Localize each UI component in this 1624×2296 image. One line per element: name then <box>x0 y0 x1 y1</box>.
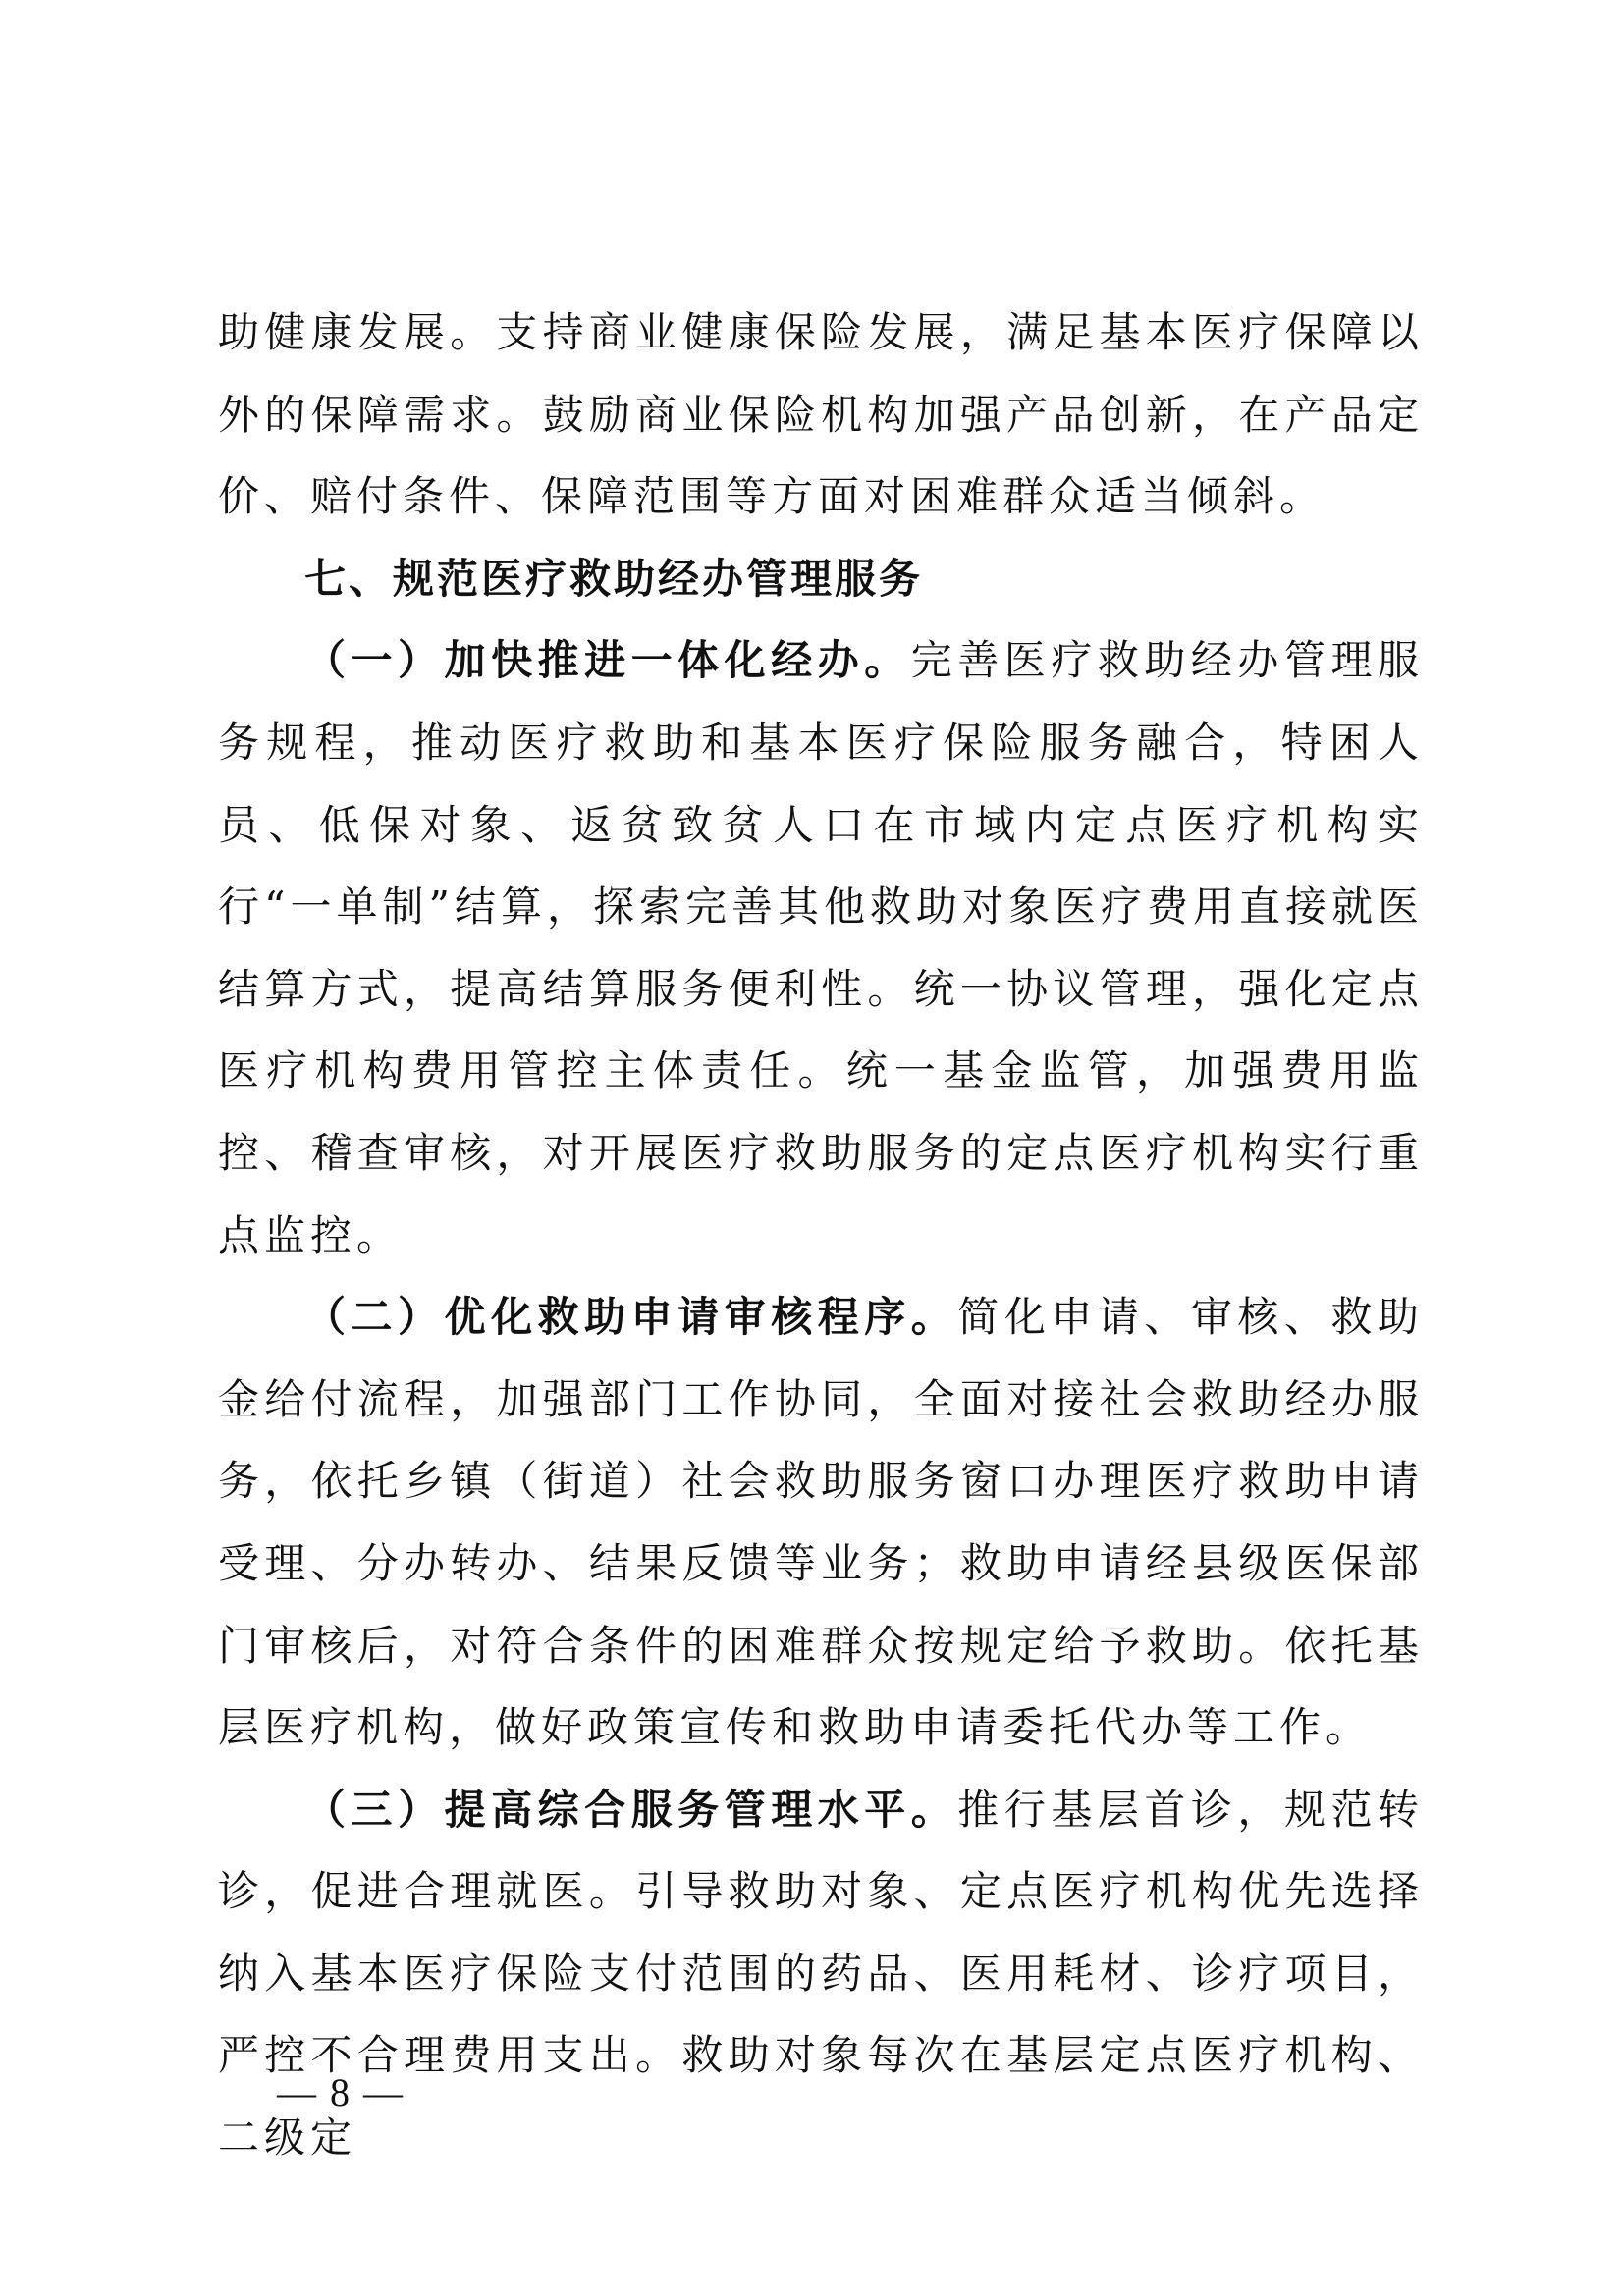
item-paragraph-1 <box>218 619 1424 1276</box>
document-body <box>218 292 1424 2179</box>
item-lead-2: （二）优化救助申请审核程序。 <box>304 1293 958 1342</box>
continuation-paragraph: 助健康发展。支持商业健康保险发展，满足基本医疗保障以外的保障需求。鼓励商业保险机构加强产品创新，在产品定价、赔付条件、保障范围等方面对困难群众适当倾斜。 <box>218 308 1424 521</box>
section-heading: 七、规范医疗救助经办管理服务 <box>304 554 924 603</box>
item-lead-3: （三）提高综合服务管理水平。 <box>304 1785 958 1834</box>
item-text-3: 推行基层首诊，规范转诊，促进合理就医。引导救助对象、定点医疗机构优先选择纳入基本医疗保险支付范围的药品、医用耗材、诊疗项目，严控不合理费用支出。救助对象每次在基层定点医疗机构、二级定 <box>218 1785 1424 2163</box>
item-paragraph-2 <box>218 1276 1424 1769</box>
item-paragraph-3 <box>218 1769 1424 2179</box>
item-lead-1: （一）加快推进一体化经办。 <box>304 636 911 685</box>
item-text-2: 简化申请、审核、救助金给付流程，加强部门工作协同，全面对接社会救助经办服务，依托乡镇（街道）社会救助服务窗口办理医疗救助申请受理、分办转办、结果反馈等业务；救助申请经县级医保部门审核后，对符合条件的困难群众按规定给予救助。依托基层医疗机构，做好政策宣传和救助申请委托代办等工作。 <box>218 1293 1424 1752</box>
page-number: — 8 — <box>277 2070 405 2114</box>
item-text-1: 完善医疗救助经办管理服务规程，推动医疗救助和基本医疗保险服务融合，特困人员、低保对象、返贫致贫人口在市域内定点医疗机构实行“一单制”结算，探索完善其他救助对象医疗费用直接就医结算方式，提高结算服务便利性。统一协议管理，强化定点医疗机构费用管控主体责任。统一基金监管，加强费用监控、稽查审核，对开展医疗救助服务的定点医疗机构实行重点监控。 <box>218 636 1424 1259</box>
